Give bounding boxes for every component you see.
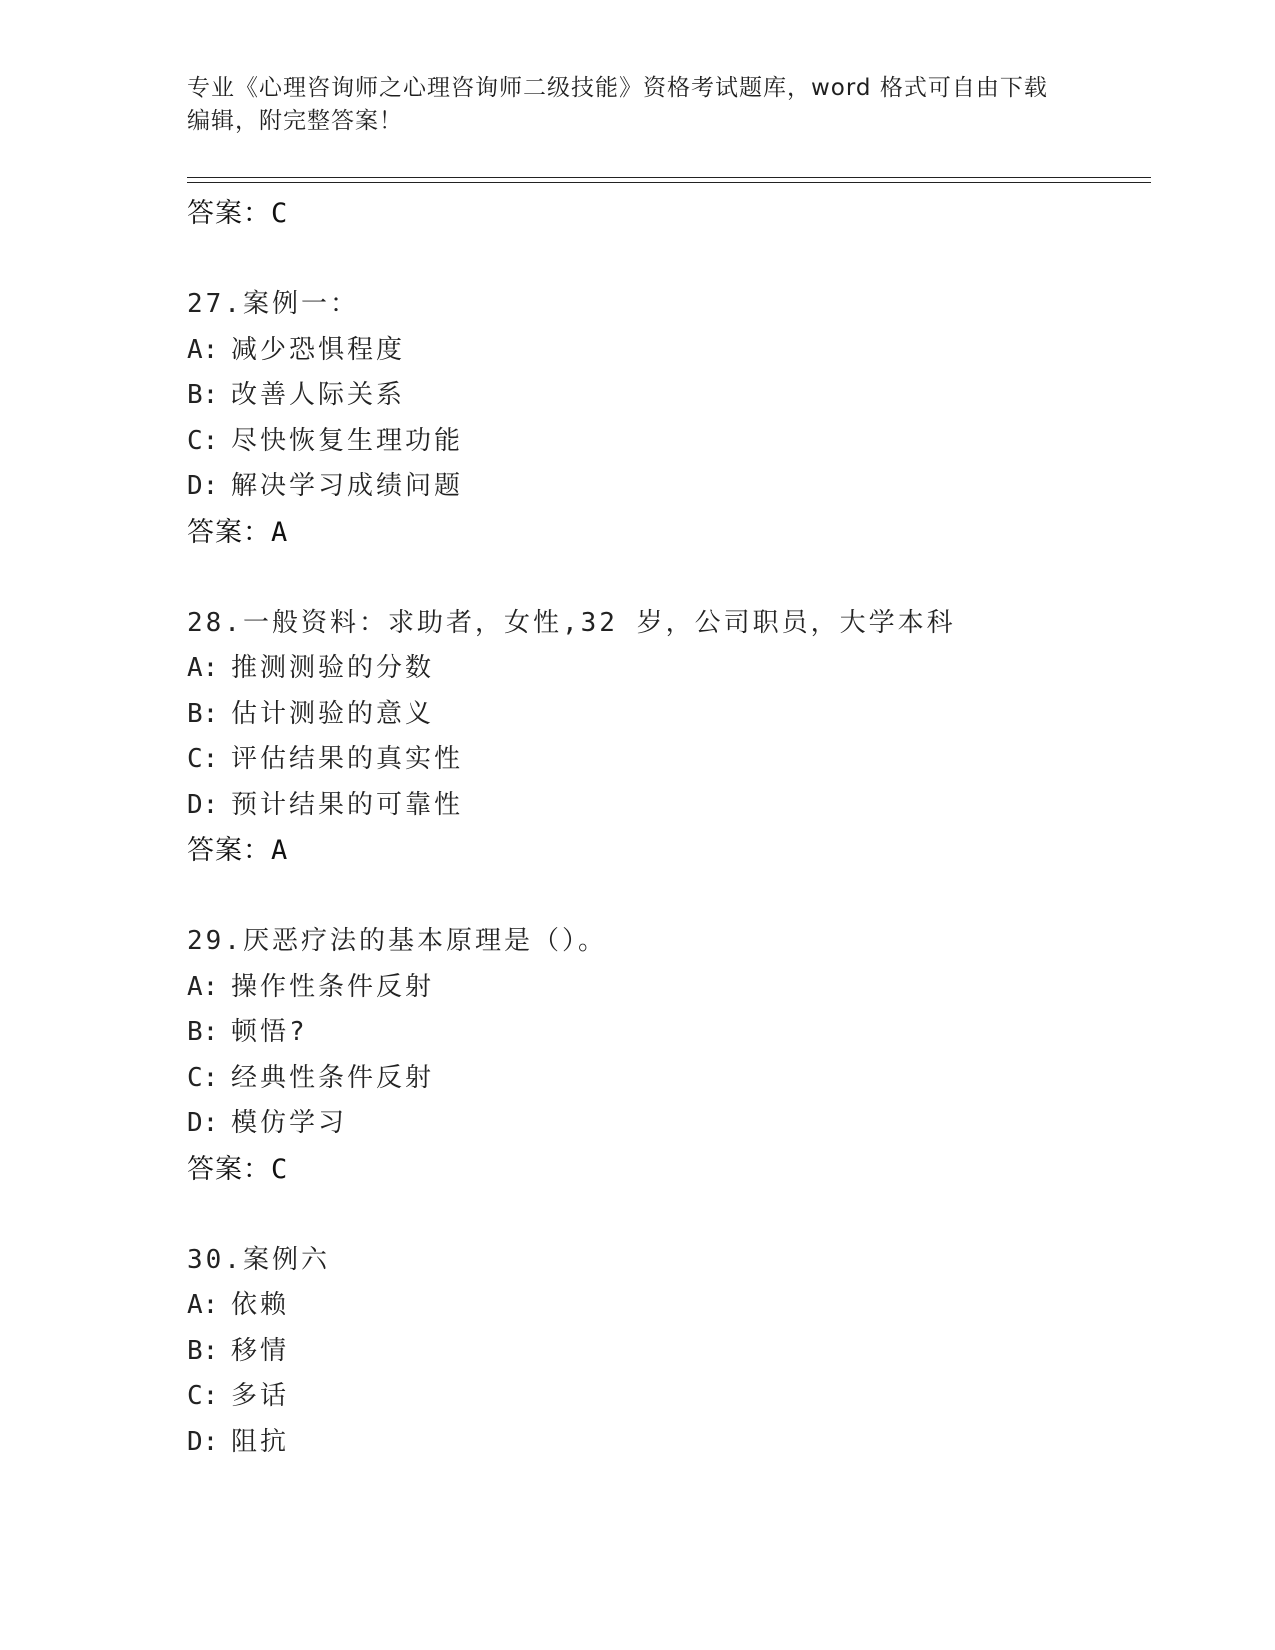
option-key: A: (187, 1290, 219, 1320)
option-text: 评估结果的真实性 (231, 744, 464, 774)
answer-value: A (271, 835, 289, 866)
option-b (187, 692, 1147, 738)
answer-line (187, 191, 1147, 237)
option-b (187, 1010, 1147, 1056)
option-key: D: (187, 471, 219, 501)
option-text: 推测测验的分数 (231, 653, 435, 683)
option-key: B: (187, 698, 219, 729)
option-a (187, 965, 1147, 1011)
answer-line (187, 1147, 1147, 1193)
answer-line (187, 510, 1147, 556)
option-b (187, 373, 1147, 419)
option-text: 操作性条件反射 (231, 971, 435, 1002)
option-d (187, 1420, 1147, 1466)
option-text: 减少恐惧程度 (231, 334, 406, 365)
option-d (187, 464, 1147, 510)
option-key: B: (187, 1017, 219, 1047)
answer-label: 答案： (187, 198, 271, 229)
option-key: C: (187, 425, 219, 456)
header-line-2: 编辑，附完整答案！ (187, 108, 403, 134)
option-c (187, 419, 1147, 465)
option-key: C: (187, 1062, 219, 1093)
option-text: 依赖 (231, 1290, 290, 1320)
option-key: A: (187, 334, 219, 365)
header-line-1: 专业《心理咨询师之心理咨询师二级技能》资格考试题库，word 格式可自由下载 (187, 75, 1048, 101)
question-29 (187, 919, 1147, 1193)
option-key: A: (187, 971, 219, 1002)
option-text: 预计结果的可靠性 (231, 789, 464, 820)
header-divider-top (187, 177, 1151, 178)
option-b (187, 1329, 1147, 1375)
answer-value: C (271, 1153, 289, 1185)
document-header (187, 72, 1067, 138)
question-30 (187, 1238, 1147, 1466)
option-key: B: (187, 1335, 219, 1366)
answer-label: 答案： (187, 835, 271, 866)
question-stem: 28.一般资料：求助者，女性,32 岁，公司职员，大学本科 (187, 607, 956, 638)
option-key: D: (187, 1426, 219, 1457)
option-a (187, 328, 1147, 374)
option-d (187, 1101, 1147, 1147)
option-c (187, 1374, 1147, 1420)
option-text: 经典性条件反射 (231, 1062, 435, 1093)
question-stem: 27.案例一： (187, 289, 359, 319)
option-key: C: (187, 744, 219, 774)
option-text: 估计测验的意义 (231, 698, 435, 729)
option-text: 阻抗 (231, 1426, 290, 1457)
option-c (187, 1056, 1147, 1102)
option-c (187, 737, 1147, 783)
answer-label: 答案： (187, 516, 271, 548)
option-text: 顿悟? (231, 1017, 308, 1047)
option-text: 尽快恢复生理功能 (231, 425, 464, 456)
answer-line (187, 828, 1147, 874)
answer-label: 答案： (187, 1153, 271, 1185)
option-text: 模仿学习 (231, 1108, 348, 1138)
option-d (187, 783, 1147, 829)
answer-value: A (271, 516, 289, 548)
option-key: C: (187, 1381, 219, 1411)
question-28 (187, 601, 1147, 875)
question-27 (187, 282, 1147, 556)
option-key: B: (187, 380, 219, 410)
header-divider-bottom (187, 182, 1151, 183)
option-a (187, 646, 1147, 692)
option-key: A: (187, 653, 219, 683)
question-stem: 29.厌恶疗法的基本原理是（）。 (187, 926, 607, 956)
question-list (187, 191, 1147, 1465)
option-key: D: (187, 789, 219, 820)
option-text: 解决学习成绩问题 (231, 471, 464, 501)
option-text: 移情 (231, 1335, 290, 1366)
option-a (187, 1283, 1147, 1329)
answer-value: C (271, 198, 289, 229)
option-text: 多话 (231, 1381, 290, 1411)
option-text: 改善人际关系 (231, 380, 406, 410)
question-stem: 30.案例六 (187, 1244, 330, 1275)
option-key: D: (187, 1108, 219, 1138)
